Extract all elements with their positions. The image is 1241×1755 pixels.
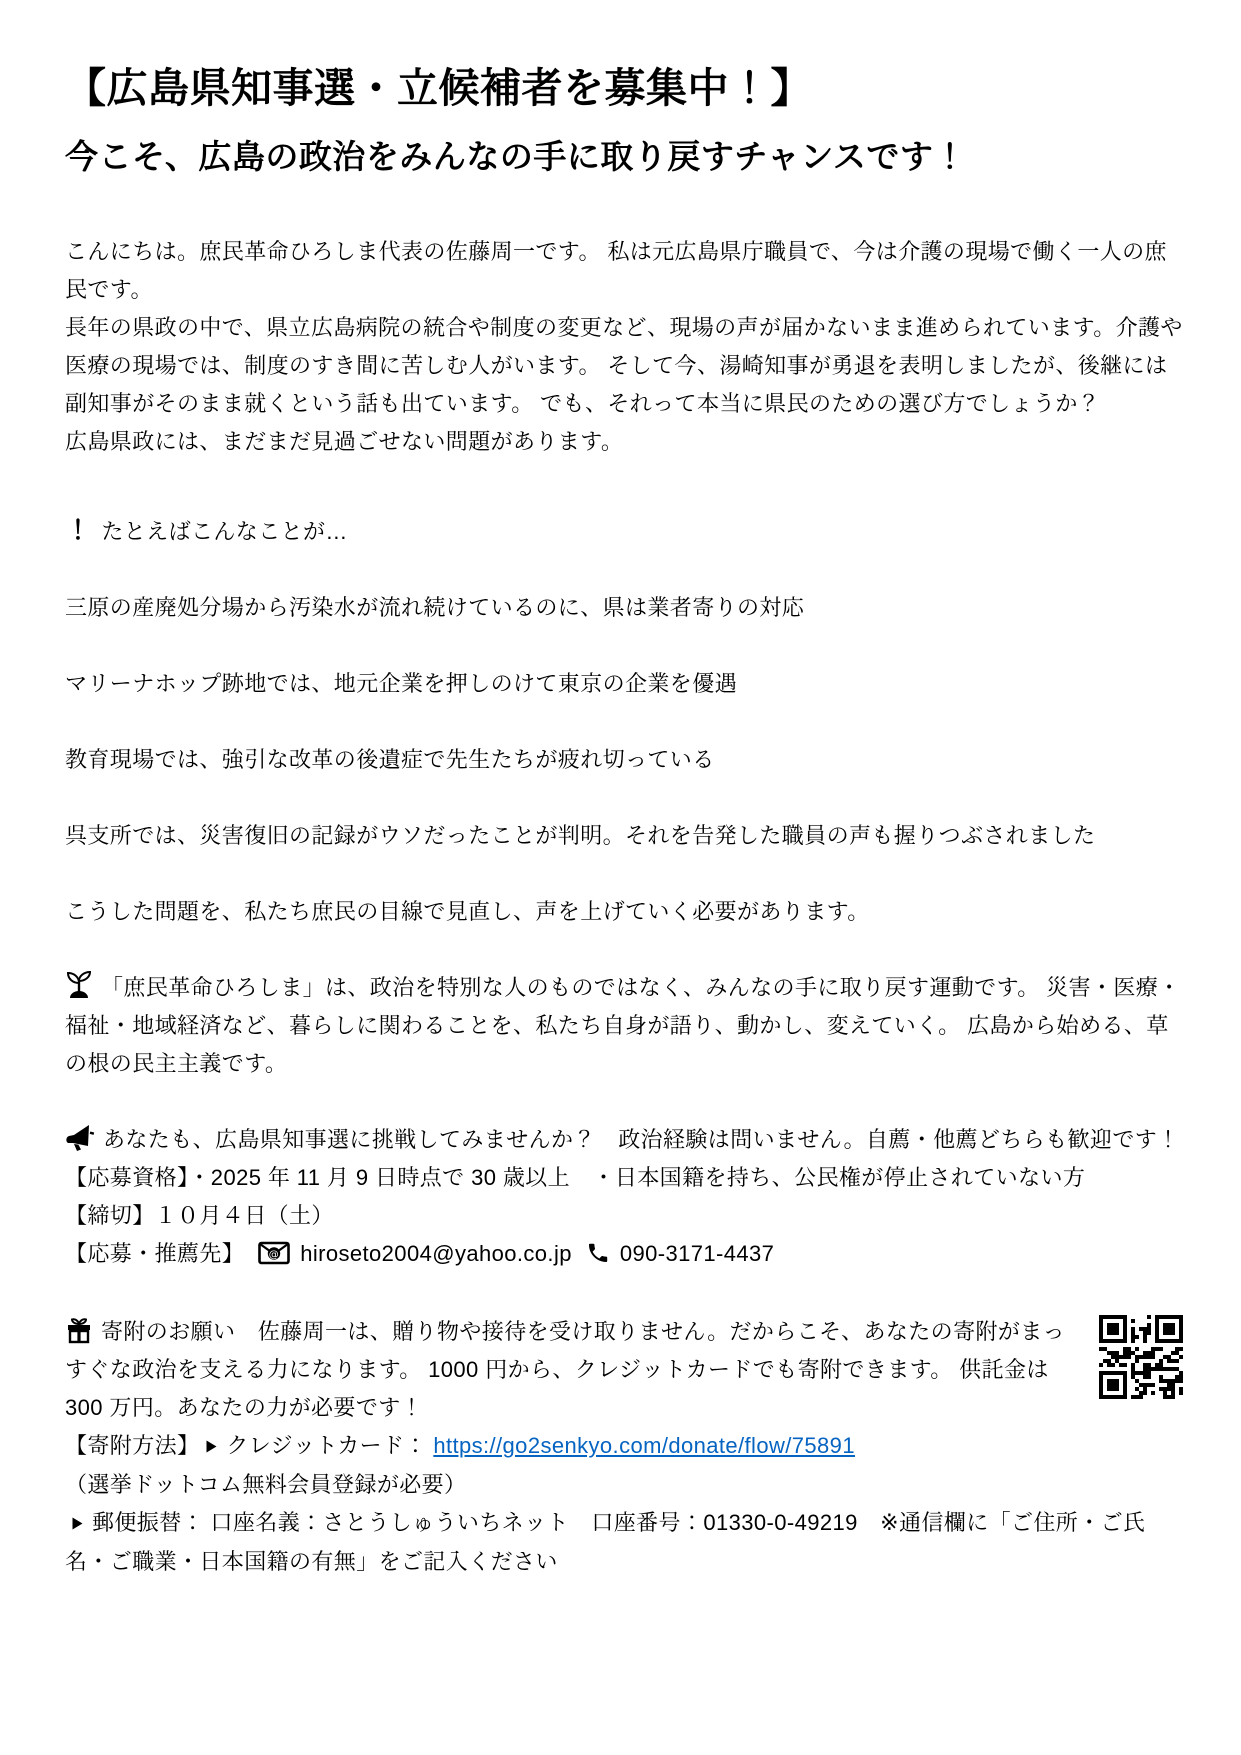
contact-email: hiroseto2004@yahoo.co.jp xyxy=(300,1240,572,1266)
qr-code xyxy=(1099,1315,1183,1399)
problem-item: マリーナホップ跡地では、地元企業を押しのけて東京の企業を優遇 xyxy=(65,670,738,696)
movement-text: 「庶民革命ひろしま」は、政治を特別な人のものではなく、みんなの手に取り戻す運動です。 災害・医療・福祉・地域経済など、暮らしに関わることを、私たち自身が語り、動かし、変えていく。 広島から始める、草の根の民主主義です。 xyxy=(65,974,1181,1076)
donation-note: （選挙ドットコム無料会員登録が必要） xyxy=(65,1471,467,1497)
problem-item: 呉支所では、災害復旧の記録がウソだったことが判明。それを告発した職員の声も握りつぶされました xyxy=(65,822,1096,848)
contact-label: 【応募・推薦先】 xyxy=(65,1240,245,1266)
recruit-call xyxy=(65,1121,1183,1159)
credit-label: クレジットカード： xyxy=(226,1432,427,1458)
donation-section xyxy=(65,1313,1183,1427)
contact-phone: 090-3171-4437 xyxy=(619,1240,775,1266)
intro-paragraph-2: 長年の県政の中で、県立広島病院の統合や制度の変更など、現場の声が届かないまま進められています。介護や医療の現場では、制度のすき間に苦しむ人がいます。 そして今、湯崎知事が勇退を表明しましたが、後継には副知事がそのまま就くという話も出ています。 でも、それって本当に県民のための選び方でしょうか？ xyxy=(65,314,1183,416)
deadline-label: 【締切】 xyxy=(65,1202,155,1228)
method-label: 【寄附方法】 xyxy=(65,1432,200,1458)
recruit-call-text: あなたも、広島県知事選に挑戦してみませんか？ 政治経験は問いません。自薦・他薦どちらも歓迎です！ xyxy=(103,1126,1180,1152)
recruit-qualification xyxy=(65,1159,1183,1197)
postal-label: 郵便振替： xyxy=(92,1509,205,1535)
svg-text:@: @ xyxy=(269,1249,280,1261)
deadline-text: １０月４日（土） xyxy=(154,1202,334,1228)
recruit-contact xyxy=(65,1235,1183,1273)
qualification-label: 【応募資格】 xyxy=(65,1164,189,1190)
gift-icon xyxy=(65,1316,93,1344)
megaphone-icon xyxy=(65,1124,95,1152)
problems-heading-text: たとえばこんなことが… xyxy=(101,518,348,544)
qualification-text: ・2025 年 11 月 9 日時点で 30 歳以上 ・日本国籍を持ち、公民権が停止されていない方 xyxy=(188,1164,1086,1190)
postal-text: 口座名義：さとうしゅういちネット 口座番号：01330-0-49219 ※通信欄に「ご住所・ご氏名・ご職業・日本国籍の有無」をご記入ください xyxy=(65,1509,1146,1574)
donation-method xyxy=(65,1427,1183,1466)
triangle-bullet-icon xyxy=(71,1505,84,1543)
phone-icon xyxy=(586,1241,610,1265)
problems-heading xyxy=(65,511,1183,551)
movement-paragraph xyxy=(65,969,1183,1083)
donation-appeal: 寄附のお願い 佐藤周一は、贈り物や接待を受け取りません。だからこそ、あなたの寄附がまっすぐな政治を支える力になります。 1000 円から、クレジットカードでも寄附できます。 供託金は 300 万円。あなたの力が必要です！ xyxy=(65,1318,1066,1420)
page-subtitle: 今こそ、広島の政治をみんなの手に取り戻すチャンスです！ xyxy=(65,138,967,176)
intro-section xyxy=(65,233,1183,461)
intro-paragraph-3: 広島県政には、まだまだ見過ごせない問題があります。 xyxy=(65,428,624,454)
page-title: 【広島県知事選・立候補者を募集中！】 xyxy=(65,65,812,111)
email-icon xyxy=(258,1241,290,1265)
donation-postal xyxy=(65,1504,1183,1581)
problems-conclusion: こうした問題を、私たち庶民の目線で見直し、声を上げていく必要があります。 xyxy=(65,898,870,924)
problem-item: 三原の産廃処分場から汚染水が流れ続けているのに、県は業者寄りの対応 xyxy=(65,594,805,620)
intro-paragraph-1: こんにちは。庶民革命ひろしま代表の佐藤周一です。 私は元広島県庁職員で、今は介護の現場で働く一人の庶民です。 xyxy=(65,238,1167,302)
triangle-bullet-icon xyxy=(205,1428,218,1466)
donation-link[interactable]: https://go2senkyo.com/donate/flow/75891 xyxy=(433,1432,855,1458)
problem-item: 教育現場では、強引な改革の後遺症で先生たちが疲れ切っている xyxy=(65,746,715,772)
recruit-deadline xyxy=(65,1197,1183,1235)
exclamation-icon: ！ xyxy=(65,514,92,545)
seedling-icon xyxy=(65,970,93,1000)
